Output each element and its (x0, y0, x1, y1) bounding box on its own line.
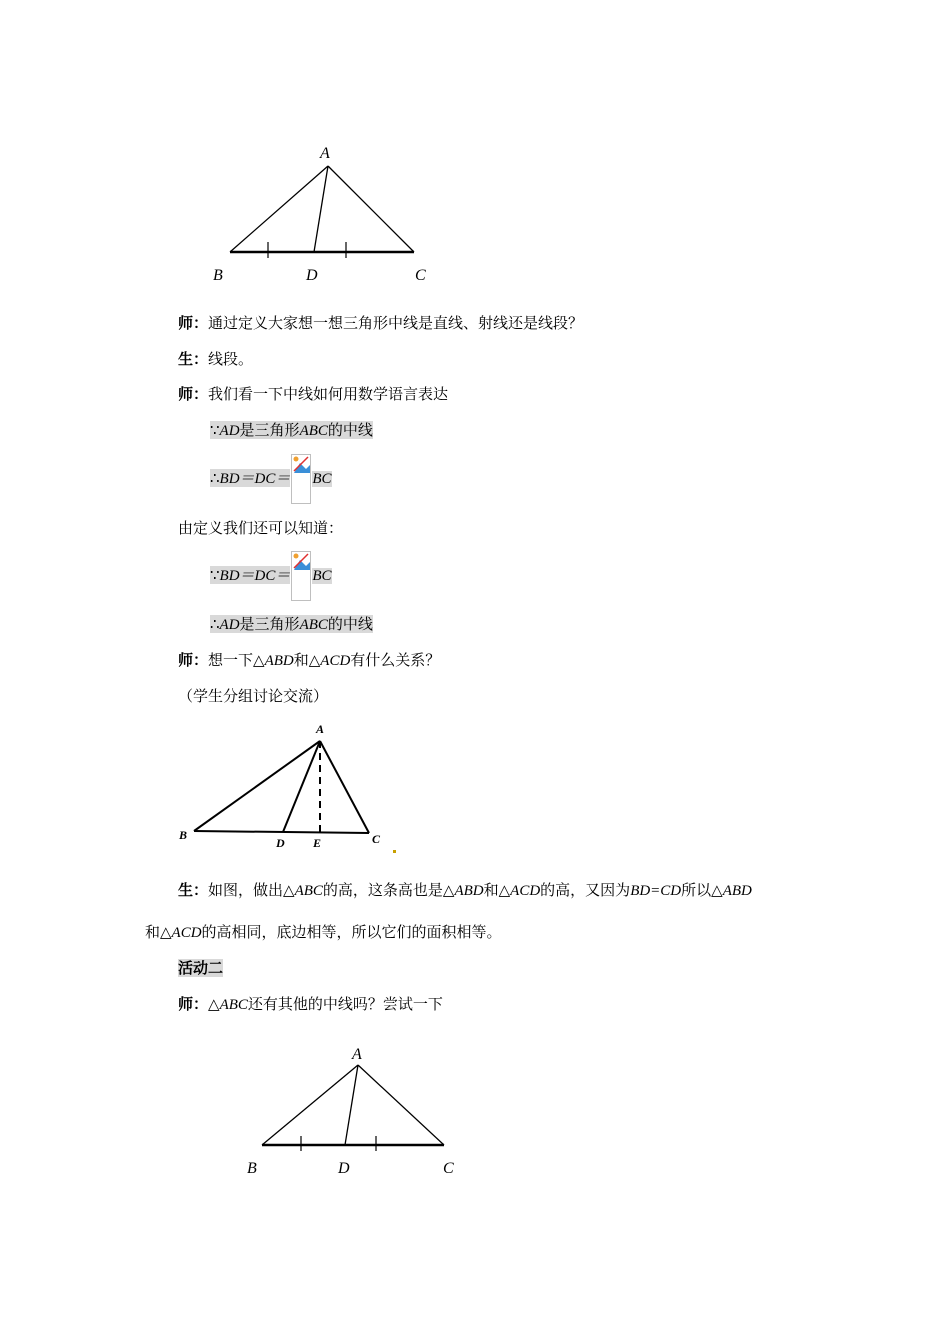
triangle-abc: ABC (219, 997, 248, 1013)
because-symbol: ∵ (210, 566, 220, 584)
therefore-symbol: ∴ (210, 469, 220, 487)
because-symbol: ∵ (210, 421, 220, 439)
segment-ad: AD (219, 423, 240, 439)
equation-bd-cd: BD=CD (630, 883, 682, 899)
formula-text: 的中线 (327, 615, 373, 633)
triangle-abc: ABC (299, 423, 328, 439)
paragraph-text: 的高相同，底边相等，所以它们的面积相等。 (201, 923, 502, 941)
triangle-abc: ABC (299, 617, 328, 633)
speaker-label: 师： (178, 385, 209, 403)
triangle-acd: ACD (171, 925, 202, 941)
vertex-b-label: B (213, 267, 223, 284)
paragraph-text: △ (208, 995, 220, 1013)
paragraph-text: 的高，这条高也是△ (322, 881, 455, 899)
vertex-a-label: A (320, 145, 330, 162)
segment-bc: BC (312, 471, 332, 487)
formula-text: 是三角形 (239, 421, 300, 439)
speaker-label: 师： (178, 995, 209, 1013)
vertex-a-label: A (316, 722, 325, 736)
activity-title: 活动二 (178, 959, 224, 977)
paragraph-text: 想一下△ (208, 651, 265, 669)
paragraph-text: 的高，又因为 (540, 881, 631, 899)
vertex-c-label: C (372, 832, 381, 846)
formula-expression: BD＝DC＝ (219, 471, 291, 487)
formula-text: 是三角形 (239, 615, 300, 633)
paragraph-text: 由定义我们还可以知道： (178, 519, 344, 537)
paragraph-text: 和△ (293, 651, 321, 669)
paragraph-text: 和△ (145, 923, 172, 941)
vertex-a-label: A (352, 1046, 362, 1063)
paragraph-text: 我们看一下中线如何用数学语言表达 (208, 385, 449, 403)
paragraph-text: 还有其他的中线吗？尝试一下 (247, 995, 443, 1013)
paragraph-text: 所以△ (681, 881, 723, 899)
triangle-abc: ABC (294, 883, 323, 899)
paragraph-text: 通过定义大家想一想三角形中线是直线、射线还是线段？ (208, 314, 584, 332)
triangle-abd: ABD (454, 883, 484, 899)
point-e-label: E (313, 836, 322, 850)
paragraph-text: 线段。 (208, 350, 254, 368)
speaker-label: 生： (178, 881, 209, 899)
vertex-b-label: B (247, 1160, 257, 1177)
therefore-symbol: ∴ (210, 615, 220, 633)
triangle-abd: ABD (722, 883, 752, 899)
triangle-acd: ACD (320, 653, 351, 669)
paragraph-text: 有什么关系？ (350, 651, 441, 669)
speaker-label: 生： (178, 350, 209, 368)
paragraph-text: 如图，做出△ (208, 881, 295, 899)
vertex-c-label: C (443, 1160, 454, 1177)
point-d-label: D (276, 836, 285, 850)
triangle-abd: ABD (264, 653, 294, 669)
vertex-c-label: C (415, 267, 426, 284)
formula-text: 的中线 (327, 421, 373, 439)
paragraph-text: （学生分组讨论交流） (178, 687, 329, 705)
formula-expression: BD＝DC＝ (219, 568, 291, 584)
triangle-acd: ACD (510, 883, 541, 899)
point-d-label: D (306, 267, 318, 284)
speaker-label: 师： (178, 314, 209, 332)
paragraph-text: 和△ (483, 881, 511, 899)
point-d-label: D (338, 1160, 350, 1177)
vertex-b-label: B (179, 828, 188, 842)
segment-ad: AD (219, 617, 240, 633)
segment-bc: BC (312, 568, 332, 584)
speaker-label: 师： (178, 651, 209, 669)
